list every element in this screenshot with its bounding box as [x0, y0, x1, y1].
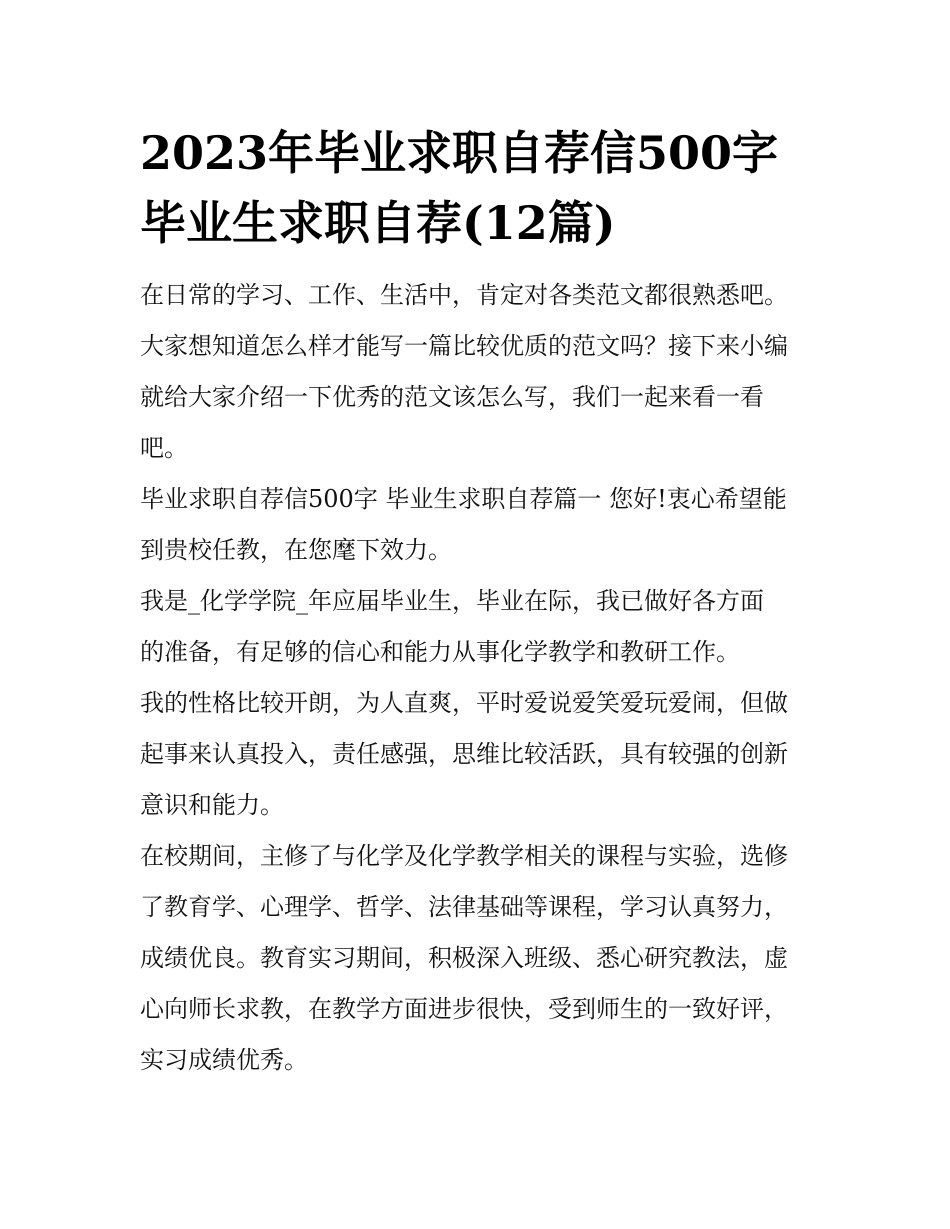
text-line: 的准备，有足够的信心和能力从事化学教学和教研工作。 [140, 638, 740, 666]
text-line: 我是_化学学院_年应届毕业生，毕业在际，我已做好各方面 [140, 587, 764, 615]
document-content [140, 118, 820, 1086]
paragraph-greeting [140, 474, 820, 576]
title-line: 毕业生求职自荐(12篇) [140, 196, 616, 250]
text-line: 在日常的学习、工作、生活中，肯定对各类范文都很熟悉吧。 [140, 281, 788, 309]
paragraph-intro [140, 270, 820, 474]
document-title [140, 118, 820, 258]
text-line: 大家想知道怎么样才能写一篇比较优质的范文吗？接下来小编 [140, 332, 788, 360]
title-line: 2023年毕业求职自荐信500字 [140, 126, 779, 180]
paragraph-education [140, 831, 820, 1086]
text-line: 意识和能力。 [140, 791, 284, 819]
paragraph-personality [140, 678, 820, 831]
text-line: 起事来认真投入，责任感强，思维比较活跃，具有较强的创新 [140, 740, 788, 768]
text-line: 吧。 [140, 434, 188, 462]
text-line: 在校期间，主修了与化学及化学教学相关的课程与实验，选修 [140, 842, 788, 870]
text-line: 心向师长求教，在教学方面进步很快，受到师生的一致好评， [140, 995, 788, 1023]
text-line: 成绩优良。教育实习期间，积极深入班级、悉心研究教法，虚 [140, 944, 788, 972]
text-line: 我的性格比较开朗，为人直爽，平时爱说爱笑爱玩爱闹，但做 [140, 689, 788, 717]
text-line: 到贵校任教，在您麾下效力。 [140, 536, 452, 564]
text-line: 实习成绩优秀。 [140, 1046, 308, 1074]
text-line: 毕业求职自荐信500字 毕业生求职自荐篇一 您好!衷心希望能 [140, 485, 787, 513]
text-line: 就给大家介绍一下优秀的范文该怎么写，我们一起来看一看 [140, 383, 764, 411]
text-line: 了教育学、心理学、哲学、法律基础等课程，学习认真努力， [140, 893, 788, 921]
paragraph-introduction [140, 576, 820, 678]
